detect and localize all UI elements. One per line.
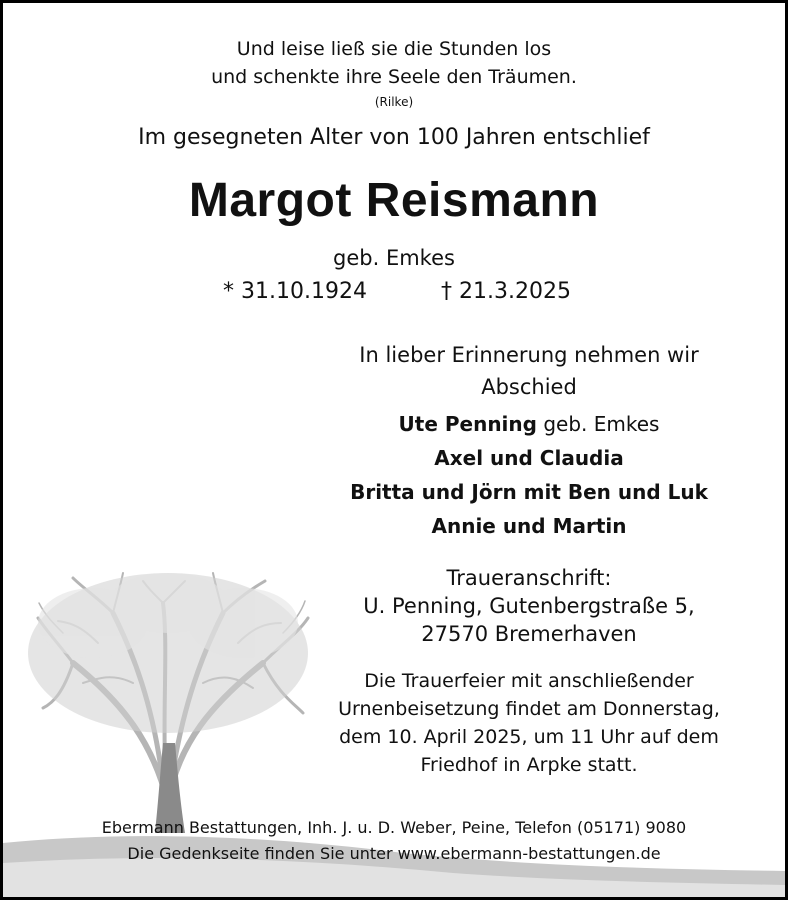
mourners-intro-2: Abschied	[481, 375, 577, 399]
mourners-intro-1: In lieber Erinnerung nehmen wir	[359, 343, 699, 367]
deceased-name: Margot Reismann	[188, 174, 600, 227]
funeral-home-info: Ebermann Bestattungen, Inh. J. u. D. Weber, Peine, Telefon (05171) 9080	[101, 818, 687, 837]
ceremony-line-4: Friedhof in Arpke statt.	[420, 754, 638, 776]
ceremony-line-1: Die Trauerfeier mit anschließender	[364, 670, 694, 692]
poem-line-2: und schenkte ihre Seele den Träumen.	[211, 66, 577, 88]
family-member: Axel und Claudia	[434, 446, 624, 470]
intro-text: Im gesegneten Alter von 100 Jahren entschlief	[138, 125, 650, 150]
address-label: Traueranschrift:	[446, 566, 612, 590]
ceremony-line-3: dem 10. April 2025, um 11 Uhr auf dem	[339, 726, 719, 748]
address-line-1: U. Penning, Gutenbergstraße 5,	[363, 594, 695, 618]
family-member: Annie und Martin	[431, 514, 627, 538]
address-line-2: 27570 Bremerhaven	[421, 622, 637, 646]
ceremony-line-2: Urnenbeisetzung findet am Donnerstag,	[338, 698, 720, 720]
death-date: † 21.3.2025	[441, 279, 571, 304]
family-member: Britta und Jörn mit Ben und Luk	[350, 480, 708, 504]
family-member: Ute Penning geb. Emkes	[398, 412, 660, 436]
memorial-page-info: Die Gedenkseite finden Sie unter www.ebermann-bestattungen.de	[127, 844, 661, 863]
poem-line-1: Und leise ließ sie die Stunden los	[236, 38, 552, 60]
birth-date: * 31.10.1924	[223, 279, 367, 304]
maiden-name: geb. Emkes	[333, 246, 455, 270]
poem-author: (Rilke)	[374, 95, 414, 109]
